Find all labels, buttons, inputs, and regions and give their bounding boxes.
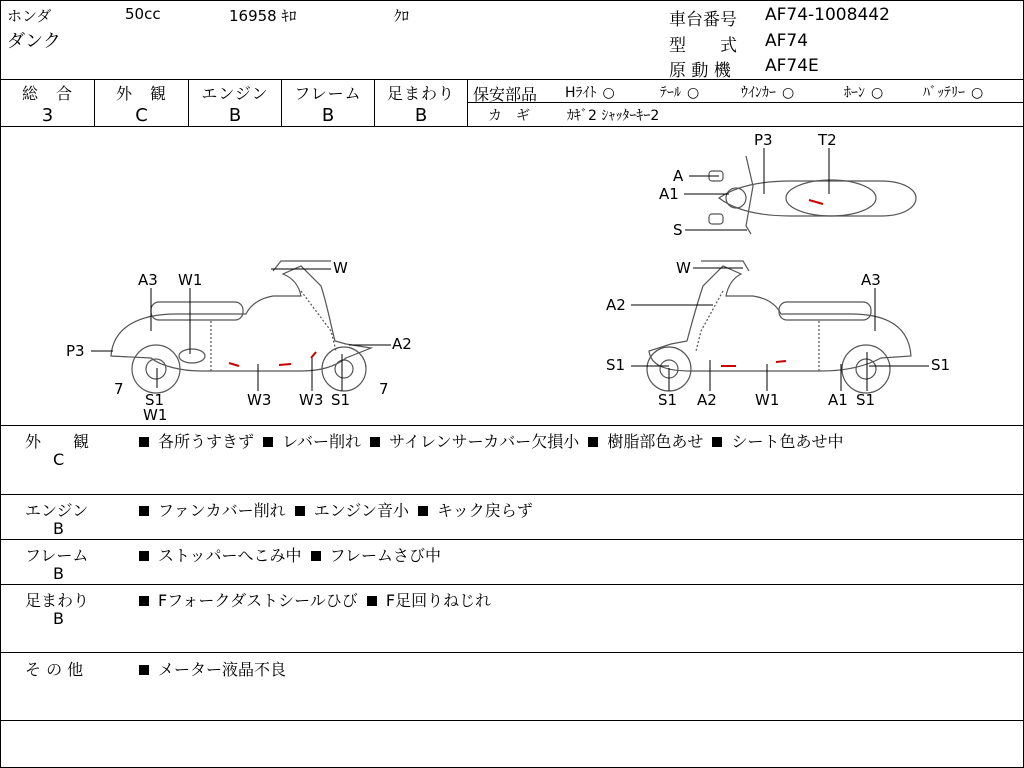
model-name: ダンク [7, 31, 61, 52]
label-A3: A3 [138, 271, 158, 289]
divider [1, 652, 1023, 653]
label-W3: W3 [299, 391, 324, 409]
label-A1: A1 [659, 185, 679, 203]
divider [1, 425, 1023, 426]
divider [1, 494, 1023, 495]
scooter-diagram [1, 126, 1023, 424]
label-S: S [673, 221, 683, 239]
label-S1: S1 [606, 356, 626, 374]
label-W: W [333, 259, 348, 277]
displacement: 50cc [125, 5, 161, 23]
grade-frame: フレーム B [282, 80, 375, 126]
section-title-engine: エンジン [25, 501, 89, 520]
label-A2: A2 [392, 335, 412, 353]
label-W1: W1 [755, 391, 780, 409]
section-grade-frame: B [53, 564, 64, 583]
safety-label: 保安部品 [473, 85, 538, 104]
divider [1, 584, 1023, 585]
safety-item-battery: ﾊﾞｯﾃﾘｰ ○ [923, 85, 984, 101]
section-notes-other: メーター液晶不良 [135, 657, 286, 680]
key-value: ｶｷﾞ2 ｼｬｯﾀｰｷｰ2 [567, 108, 660, 124]
safety-item-winker: ｳｲﾝｶｰ ○ [741, 85, 795, 101]
label-S1: S1 [856, 391, 876, 409]
safety-item-horn: ﾎｰﾝ ○ [844, 85, 884, 101]
frame-no: AF74-1008442 [765, 5, 890, 25]
label-A2: A2 [697, 391, 717, 409]
section-title-other: そ の 他 [25, 660, 84, 679]
frame-no-label: 車台番号 [669, 10, 737, 30]
section-title-exterior: 外 観 [25, 432, 90, 451]
label-7: 7 [114, 380, 124, 398]
label-P3: P3 [754, 131, 773, 149]
section-notes-engine: ファンカバー削れ エンジン音小 キック戻らず [135, 498, 533, 521]
color: ｸﾛ [394, 7, 410, 25]
grade-exterior: 外 観 C [95, 80, 189, 126]
section-grade-exterior: C [53, 450, 65, 469]
label-W: W [676, 259, 691, 277]
label-A3: A3 [861, 271, 881, 289]
label-T2: T2 [818, 131, 837, 149]
type-value: AF74 [765, 31, 809, 51]
mileage: 16958 ｷﾛ [229, 7, 297, 25]
label-P3: P3 [66, 342, 85, 360]
label-S1: S1 [331, 391, 351, 409]
scooter-top-view [709, 156, 916, 234]
label-W3: W3 [247, 391, 272, 409]
section-grade-engine: B [53, 519, 64, 538]
safety-parts-row [468, 80, 1023, 103]
safety-item-headlight: Hﾗｲﾄ ○ [565, 85, 615, 101]
maker: ホンダ [7, 7, 52, 25]
label-A2: A2 [606, 296, 626, 314]
type-label: 型 式 [669, 36, 737, 56]
section-notes-exterior: 各所うすきず レバー削れ サイレンサーカバー欠損小 樹脂部色あせ シート色あせ中 [135, 429, 843, 452]
label-A: A [673, 167, 684, 185]
section-title-frame: フレーム [25, 546, 89, 565]
section-grade-suspension: B [53, 609, 64, 628]
engine-value: AF74E [765, 56, 819, 76]
divider [1, 720, 1023, 721]
label-S1: S1 [145, 391, 165, 409]
safety-item-tail: ﾃｰﾙ ○ [660, 85, 700, 101]
label-S1: S1 [658, 391, 678, 409]
section-notes-frame: ストッパーへこみ中 フレームさび中 [135, 543, 441, 566]
label-W1: W1 [143, 406, 168, 424]
divider [1, 539, 1023, 540]
key-label: カ ギ [488, 108, 530, 124]
label-A1: A1 [828, 391, 848, 409]
label-7: 7 [379, 380, 389, 398]
grade-overall: 総 合 3 [1, 80, 95, 126]
engine-label: 原 動 機 [669, 61, 731, 81]
section-notes-suspension: Fフォークダストシールひび F足回りねじれ [135, 588, 491, 611]
grade-engine: エンジン B [189, 80, 282, 126]
section-title-suspension: 足まわり [25, 591, 90, 610]
label-W1: W1 [178, 271, 203, 289]
label-S1: S1 [931, 356, 951, 374]
grade-suspension: 足まわり B [375, 80, 468, 126]
